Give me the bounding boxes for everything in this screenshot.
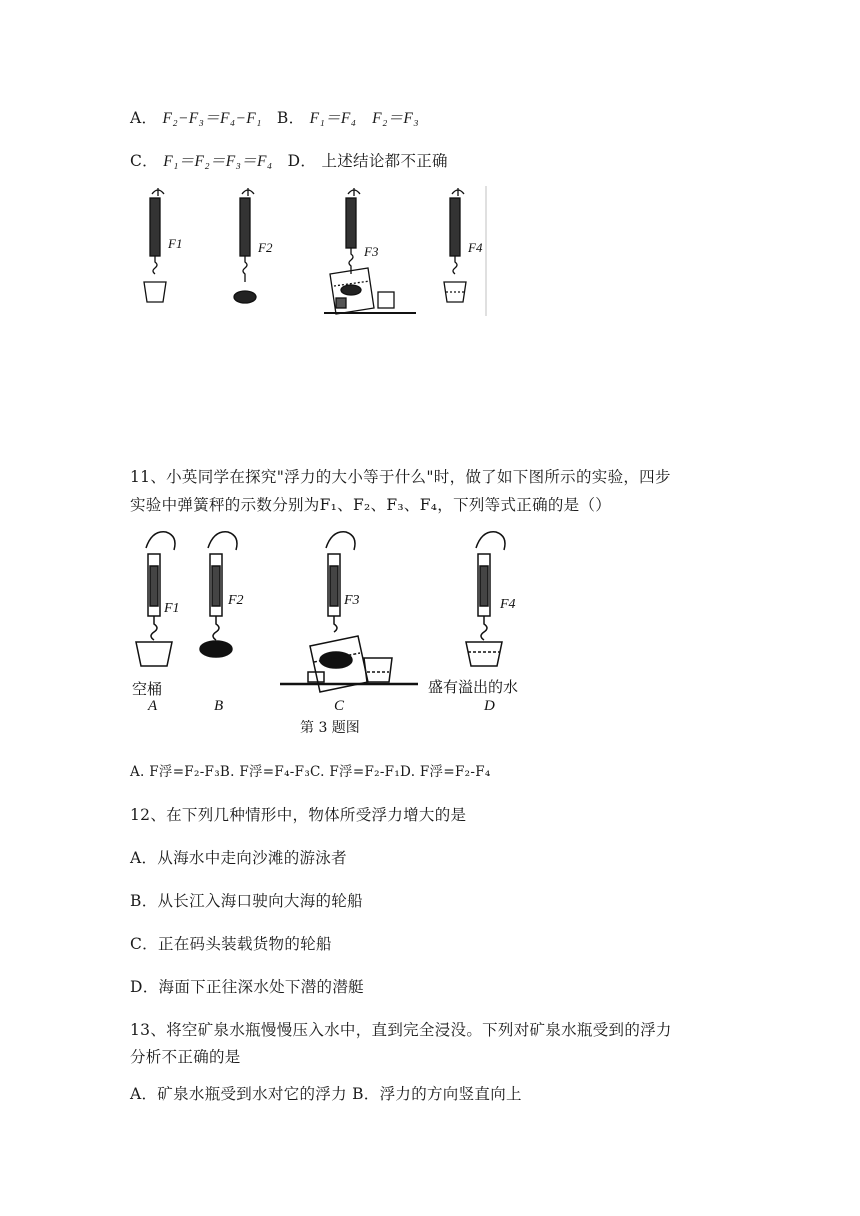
q11-step-d: D: [484, 698, 495, 714]
q13-stem-line1: 13、将空矿泉水瓶慢慢压入水中，直到完全浸没。下列对矿泉水瓶受到的浮力: [130, 1021, 672, 1039]
q12-option-d: D．海面下正往深水处下潜的潜艇: [130, 978, 364, 996]
q11-stem-line1: 11、小英同学在探究"浮力的大小等于什么"时，做了如下图所示的实验，四步: [130, 468, 671, 486]
q11-step-b: B: [214, 698, 224, 714]
q10-label-f4: F4: [468, 240, 483, 255]
q10-figure-drawing: [130, 186, 490, 318]
q12-option-c: C．正在码头装载货物的轮船: [130, 935, 332, 953]
q10-option-b-expr: F₁＝F₄ F₂＝F₃: [309, 110, 419, 127]
q10-option-row-cd: [130, 149, 448, 171]
q10-option-d-label: D．: [287, 152, 317, 170]
q11-figure: [128, 526, 538, 740]
q11-figure-drawing: [128, 526, 538, 740]
q10-figure: [130, 186, 490, 318]
q11-label-f1: F1: [164, 601, 180, 616]
q11-step-a: A: [148, 698, 158, 714]
q10-option-a-label: A．: [130, 109, 158, 127]
q12-stem: 12、在下列几种情形中，物体所受浮力增大的是: [130, 806, 467, 824]
q10-label-f3: F3: [364, 244, 379, 259]
q13-stem-line2: 分析不正确的是: [130, 1048, 241, 1066]
q11-figure-caption: 第 3 题图: [300, 720, 360, 736]
q10-option-row-ab: [130, 106, 419, 128]
q10-option-a-expr: F₂−F₃＝F₄−F₁: [162, 110, 262, 127]
q10-label-f2: F2: [258, 240, 273, 255]
q11-caption-overflow-water: 盛有溢出的水: [428, 678, 519, 696]
q10-option-d-text: 上述结论都不正确: [321, 152, 448, 170]
q10-option-b-label: B．: [276, 109, 305, 127]
q11-step-c: C: [334, 698, 345, 714]
q11-label-f4: F4: [500, 597, 516, 612]
q11-label-f3: F3: [344, 593, 360, 608]
q13-option-ab: A．矿泉水瓶受到水对它的浮力 B．浮力的方向竖直向上: [130, 1085, 522, 1103]
q11-label-f2: F2: [228, 593, 244, 608]
q11-stem-line2: 实验中弹簧秤的示数分别为F₁、F₂、F₃、F₄，下列等式正确的是（）: [130, 496, 612, 514]
q12-option-a: A．从海水中走向沙滩的游泳者: [130, 849, 347, 867]
q10-option-c-label: C．: [130, 152, 158, 170]
q11-caption-empty-bucket: 空桶: [132, 680, 163, 698]
q10-label-f1: F1: [168, 236, 183, 251]
q11-options: A. F浮=F₂-F₃B. F浮=F₄-F₃C. F浮=F₂-F₁D. F浮=F₂-F₄: [130, 764, 491, 780]
q10-option-c-expr: F₁＝F₂＝F₃＝F₄: [163, 153, 273, 170]
q12-option-b: B．从长江入海口驶向大海的轮船: [130, 892, 363, 910]
